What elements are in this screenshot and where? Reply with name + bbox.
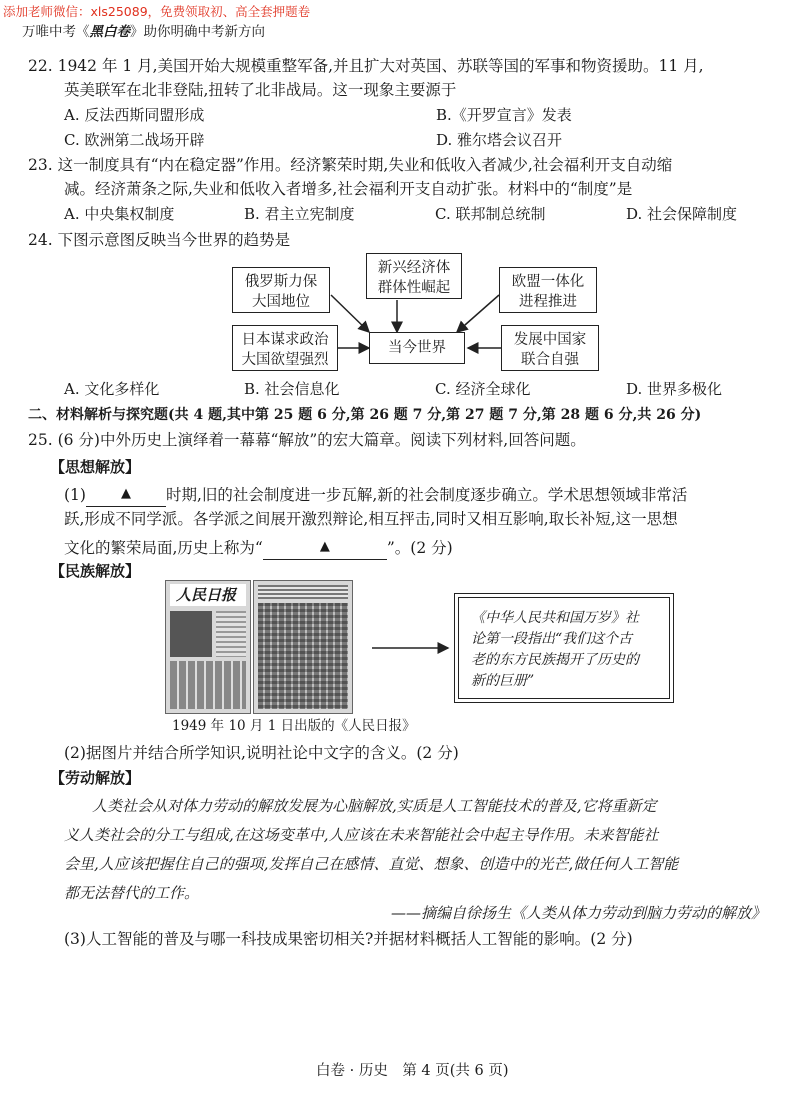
q22-option-d: D. 雅尔塔会议召开	[436, 131, 563, 149]
heading-labor-liberation: 【劳动解放】	[50, 769, 141, 787]
material-line1: 人类社会从对体力劳动的解放发展为心脑解放,实质是人工智能技术的普及,它将重新定	[92, 797, 657, 815]
page-footer: 白卷 · 历史 第 4 页(共 6 页)	[316, 1063, 509, 1079]
box-eu: 欧盟一体化 进程推进	[499, 267, 597, 313]
material-line3: 会里,人应该把握住自己的强项,发挥自己在感情、直觉、想象、创造中的光芒,做任何人工智能	[64, 855, 679, 873]
newspaper-portrait	[170, 611, 212, 657]
brand-name: 黑白卷	[89, 24, 130, 40]
brand-header: 万唯中考《黑白卷》助你明确中考新方向	[22, 24, 265, 40]
box-today-world: 当今世界	[369, 332, 465, 364]
q25-part3: (3)人工智能的普及与哪一科技成果密切相关?并据材料概括人工智能的影响。(2 分)	[64, 930, 633, 948]
q24-stem: 24. 下图示意图反映当今世界的趋势是	[28, 231, 291, 249]
q25-part1-line1: (1) ▲ 时期,旧的社会制度进一步瓦解,新的社会制度逐步确立。学术思想领域非常活	[64, 480, 687, 507]
q22-line2: 英美联军在北非登陆,扭转了北非战局。这一现象主要源于	[64, 81, 457, 99]
box-japan: 日本谋求政治 大国欲望强烈	[232, 325, 338, 371]
q25-part1-line3: 文化的繁荣局面,历史上称为“ ▲ ”。(2 分)	[64, 533, 453, 560]
callout-arrow	[372, 640, 452, 656]
answer-blank-2[interactable]: ▲	[263, 533, 387, 560]
q23-option-d: D. 社会保障制度	[626, 205, 738, 223]
heading-national-liberation: 【民族解放】	[50, 562, 141, 580]
q24-option-d: D. 世界多极化	[626, 380, 723, 398]
q25-stem: 25. (6 分)中外历史上演绎着一幕幕“解放”的宏大篇章。阅读下列材料,回答问题。	[28, 431, 586, 449]
q23-line1: 23. 这一制度具有“内在稳定器”作用。经济繁荣时期,失业和低收入者减少,社会福利开支自动缩	[28, 156, 673, 174]
box-developing-countries: 发展中国家 联合自强	[501, 325, 599, 371]
material-line2: 义人类社会的分工与组成,在这场变革中,人应该在未来智能社会中起主导作用。未来智能社	[64, 826, 659, 844]
editorial-callout: 《中华人民共和国万岁》社 论第一段指出“我们这个古 老的东方民族揭开了历史的 新的巨册”	[454, 593, 674, 703]
q25-part2: (2)据图片并结合所学知识,说明社论中文字的含义。(2 分)	[64, 744, 459, 762]
q24-option-c: C. 经济全球化	[435, 380, 531, 398]
answer-blank-1[interactable]: ▲	[86, 480, 166, 507]
newspaper-page-1	[165, 580, 251, 714]
box-emerging-economies: 新兴经济体 群体性崛起	[366, 253, 462, 299]
arrow-top-right	[457, 295, 499, 332]
q23-line2: 减。经济萧条之际,失业和低收入者增多,社会福利开支自动扩张。材料中的“制度”是	[64, 180, 633, 198]
watermark: 添加老师微信：xls25089，免费领取初、高全套押题卷	[3, 4, 311, 19]
section-2-heading: 二、材料解析与探究题(共 4 题,其中第 25 题 6 分,第 26 题 7 分,第 27 题 7 分,第 28 题 6 分,共 26 分)	[28, 407, 702, 423]
box-russia: 俄罗斯力保 大国地位	[232, 267, 330, 313]
q22-option-a: A. 反法西斯同盟形成	[64, 106, 205, 124]
material-line4: 都无法替代的工作。	[64, 884, 200, 902]
q23-option-a: A. 中央集权制度	[64, 205, 175, 223]
newspaper-page-2	[253, 580, 353, 714]
material-source: ——摘编自徐扬生《人类从体力劳动到脑力劳动的解放》	[390, 904, 766, 922]
q22-option-c: C. 欧洲第二战场开辟	[64, 131, 205, 149]
q24-option-b: B. 社会信息化	[244, 380, 340, 398]
newspaper-masthead: 人民日报	[170, 584, 246, 606]
heading-thought-liberation: 【思想解放】	[50, 458, 141, 476]
q23-option-b: B. 君主立宪制度	[244, 205, 355, 223]
q23-option-c: C. 联邦制总统制	[435, 205, 546, 223]
q22-line1: 22. 1942 年 1 月,美国开始大规模重整军备,并且扩大对英国、苏联等国的军事和物资援助。11 月,	[28, 57, 704, 75]
q24-option-a: A. 文化多样化	[64, 380, 160, 398]
q22-option-b: B.《开罗宣言》发表	[436, 106, 572, 124]
newspaper-caption: 1949 年 10 月 1 日出版的《人民日报》	[172, 718, 416, 734]
q25-part1-line2: 跃,形成不同学派。各学派之间展开激烈辩论,相互抨击,同时又相互影响,取长补短,这一思想	[64, 510, 678, 528]
